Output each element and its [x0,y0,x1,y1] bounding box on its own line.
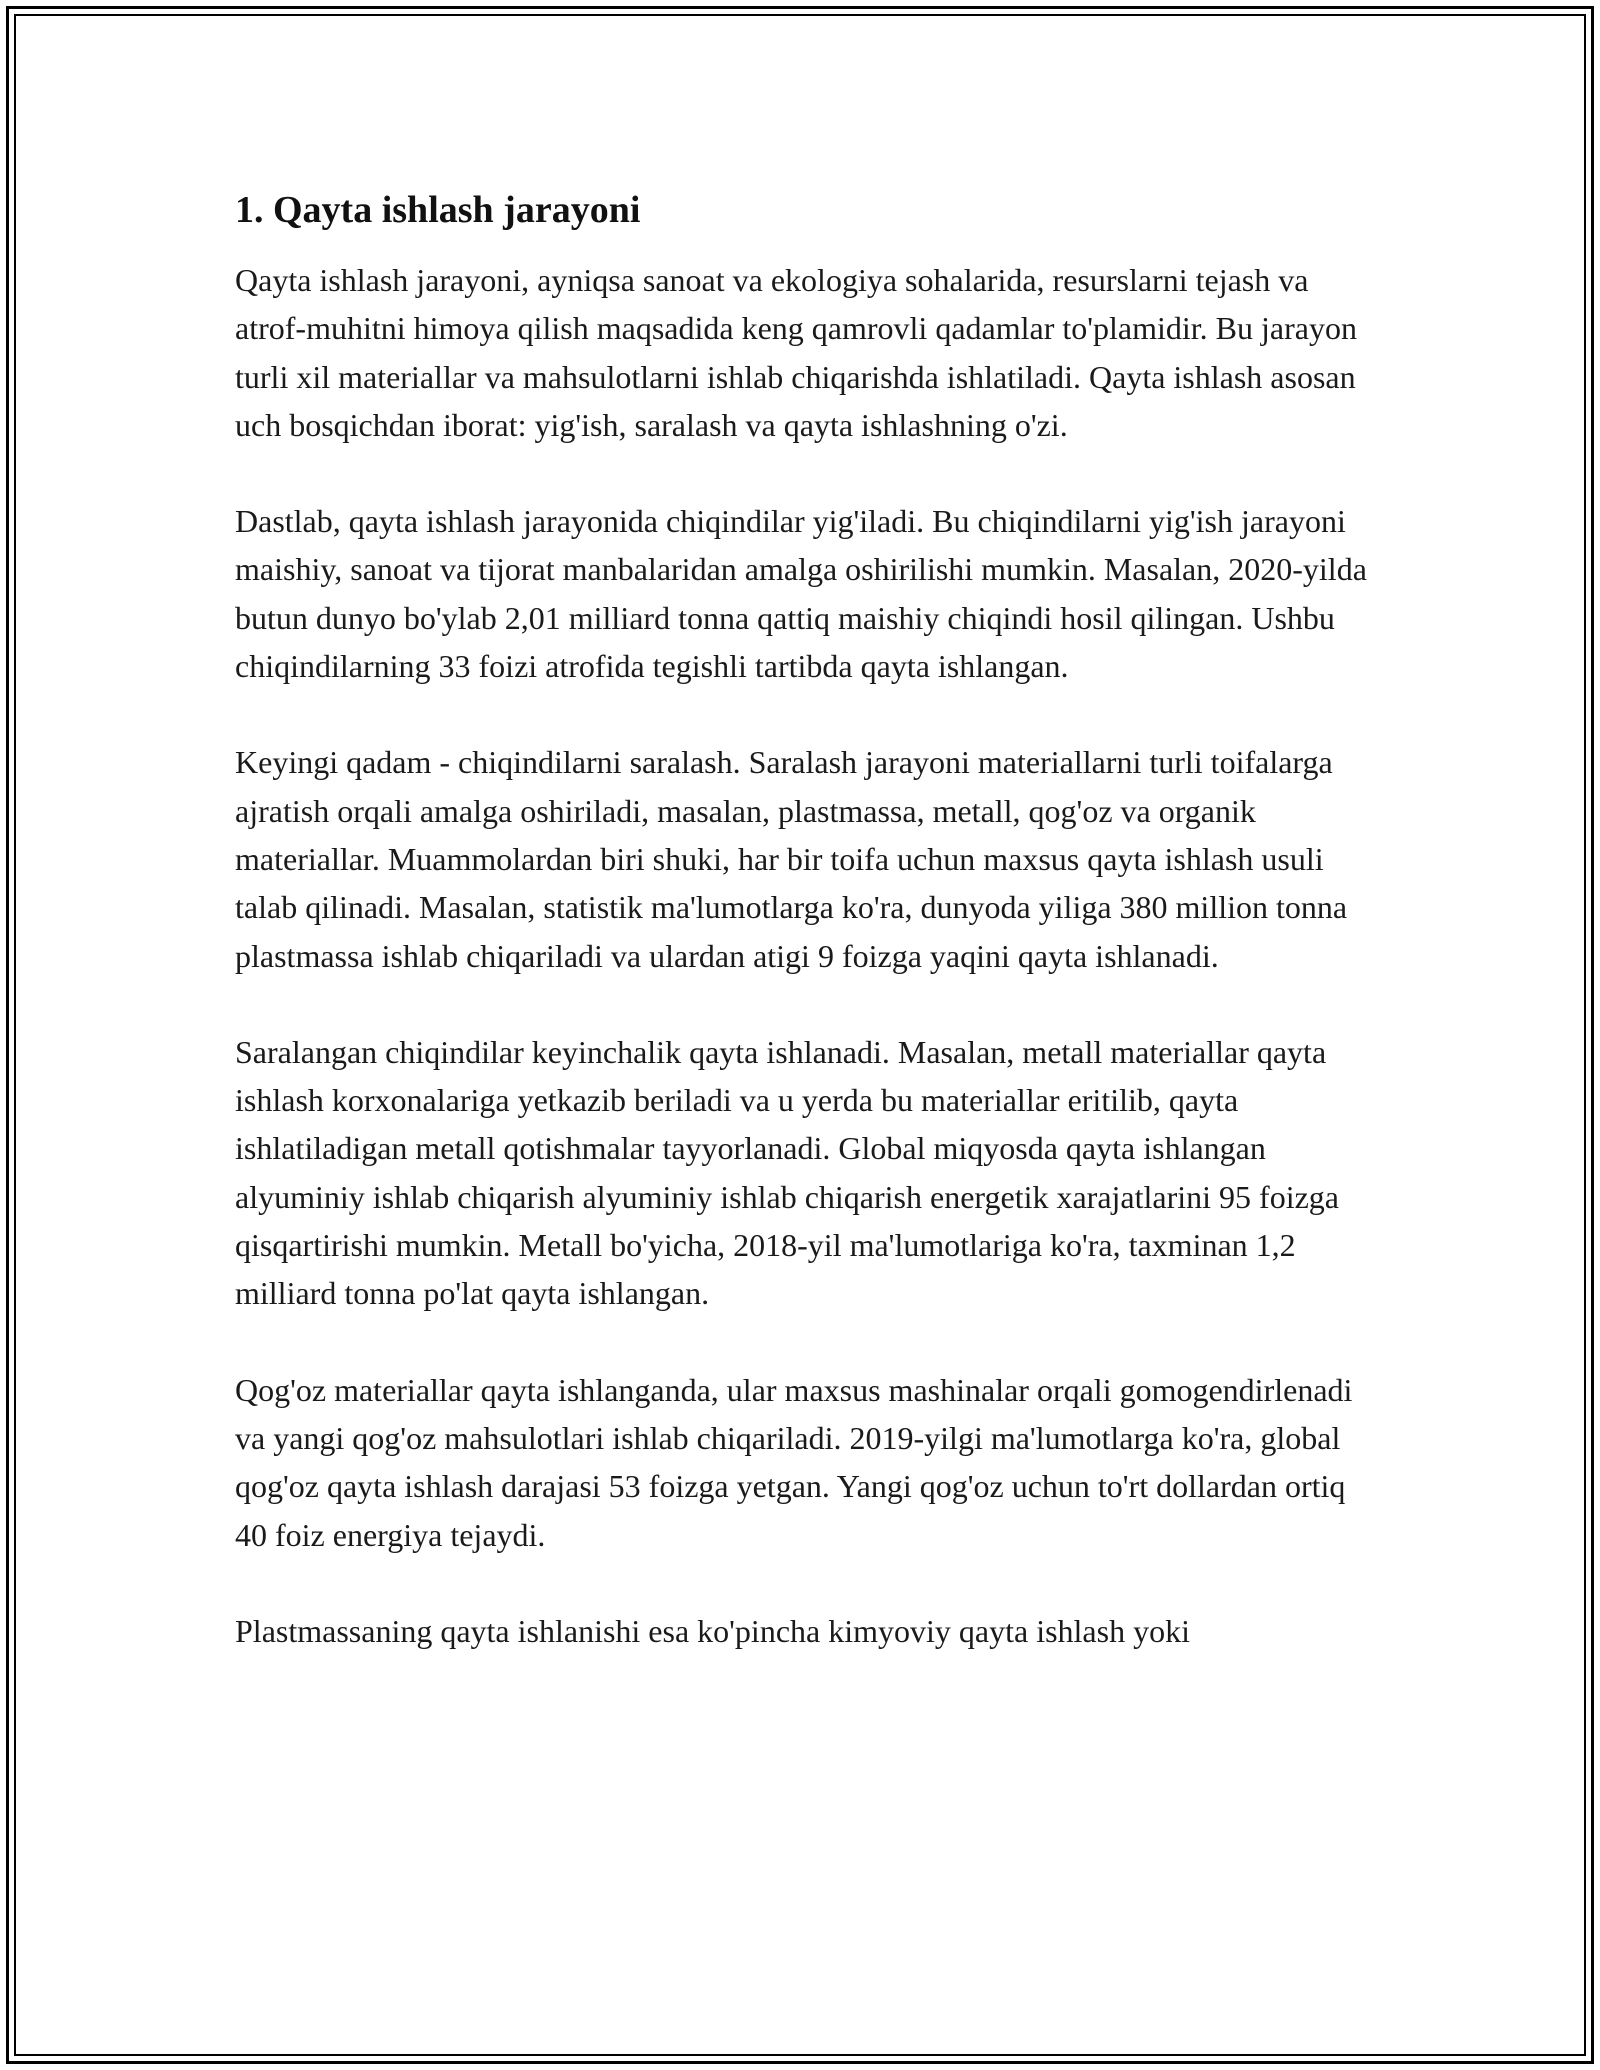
document-body [235,186,1375,1703]
paragraph-metal-processing: Saralangan chiqindilar keyinchalik qayta ishlanadi. Masalan, metall materiallar qayta ishlash korxonalariga yetkazib beriladi va u yerda bu materiallar eritilib, qayta ishlatiladigan metall qotishmalar tayyorlanadi. Global miqyosda qayta ishlangan alyuminiy ishlab chiqarish alyuminiy ishlab chiqarish energetik xarajatlarini 95 foizga qisqartirishi mumkin. Metall bo'yicha, 2018-yil ma'lumotlariga ko'ra, taxminan 1,2 milliard tonna po'lat qayta ishlangan. [235,1033,1339,1312]
paragraph-paper-processing: Qog'oz materiallar qayta ishlanganda, ular maxsus mashinalar orqali gomogendirlenadi va yangi qog'oz mahsulotlari ishlab chiqariladi. 2019-yilgi ma'lumotlarga ko'ra, global qog'oz qayta ishlash darajasi 53 foizga yetgan. Yangi qog'oz uchun to'rt dollardan ortiq 40 foiz energiya tejaydi. [235,1371,1353,1553]
paragraph-intro: Qayta ishlash jarayoni, ayniqsa sanoat va ekologiya sohalarida, resurslarni tejash va atrof-muhitni himoya qilish maqsadida keng qamrovli qadamlar to'plamidir. Bu jarayon turli xil materiallar va mahsulotlarni ishlab chiqarishda ishlatiladi. Qayta ishlash asosan uch bosqichdan iborat: yig'ish, saralash va qayta ishlashning o'zi. [235,262,1357,443]
paragraph-plastic-processing: Plastmassaning qayta ishlanishi esa ko'pincha kimyoviy qayta ishlash yoki [235,1612,1190,1649]
paragraph-collection: Dastlab, qayta ishlash jarayonida chiqindilar yig'iladi. Bu chiqindilarni yig'ish jarayoni maishiy, sanoat va tijorat manbalaridan amalga oshirilishi mumkin. Masalan, 2020-yilda butun dunyo bo'ylab 2,01 milliard tonna qattiq maishiy chiqindi hosil qilingan. Ushbu chiqindilarning 33 foizi atrofida tegishli tartibda qayta ishlangan. [235,503,1367,685]
paragraph-sorting: Keyingi qadam - chiqindilarni saralash. Saralash jarayoni materiallarni turli toifalarga ajratish orqali amalga oshiriladi, masalan, plastmassa, metall, qog'oz va organik materiallar. Muammolardan biri shuki, har bir toifa uchun maxsus qayta ishlash usuli talab qilinadi. Masalan, statistik ma'lumotlarga ko'ra, dunyoda yiliga 380 million tonna plastmassa ishlab chiqariladi va ulardan atigi 9 foizga yaqini qayta ishlanadi. [235,744,1348,974]
section-heading: 1. Qayta ishlash jarayoni [235,189,641,231]
